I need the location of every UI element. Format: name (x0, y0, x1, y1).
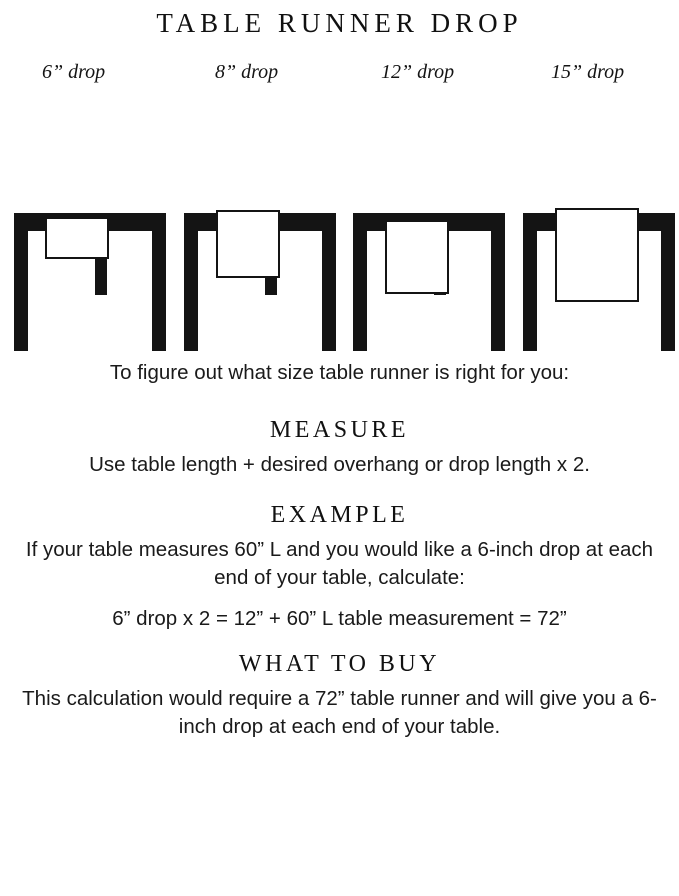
table-8-inch-drop (184, 211, 336, 351)
table-15-inch-drop (523, 209, 675, 351)
section-example-heading: EXAMPLE (270, 502, 409, 529)
section-what-to-buy-heading: WHAT TO BUY (238, 651, 441, 678)
page-title: TABLE RUNNER DROP (156, 8, 523, 38)
section-measure-heading: MEASURE (269, 416, 410, 443)
drop-label-12: 12” drop (381, 61, 455, 83)
section-measure-text: Use table length + desired overhang or drop length x 2. (89, 452, 590, 476)
drop-label-row (0, 61, 679, 101)
infographic-page (0, 4, 679, 896)
example-calculation: 6” drop x 2 = 12” + 60” L table measurement = 72” (112, 607, 567, 631)
drop-label-6: 6” drop (42, 61, 106, 83)
section-measure (8, 417, 671, 478)
table-6-inch-drop (14, 213, 166, 351)
section-example (8, 502, 671, 631)
table-drop-diagram (0, 61, 679, 351)
section-what-to-buy (8, 651, 671, 740)
instructions-body (0, 359, 679, 740)
section-what-to-buy-text: This calculation would require a 72” table runner and will give you a 6-inch drop at each end of your table. (22, 687, 657, 738)
tables-illustration (0, 101, 679, 351)
drop-label-8: 8” drop (215, 61, 279, 83)
lead-text: To figure out what size table runner is right for you: (109, 361, 570, 384)
table-12-inch-drop (353, 213, 505, 351)
drop-label-15: 15” drop (551, 61, 625, 83)
spacer-1 (8, 492, 671, 502)
section-example-text: If your table measures 60” L and you would like a 6-inch drop at each end of your table, calculate: (25, 538, 654, 589)
